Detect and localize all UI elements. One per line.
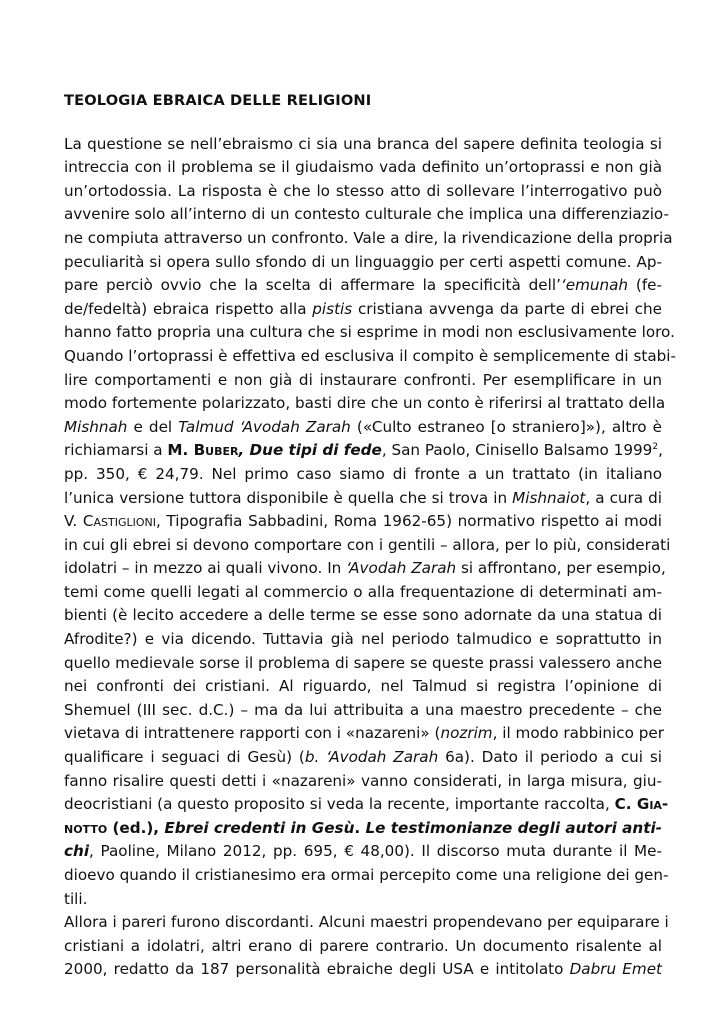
- text-run: pp. 350, € 24,79. Nel primo caso siamo di fronte a un trattato (in italiano: [64, 464, 662, 483]
- text-run: cristiana avvenga da parte di ebrei che: [352, 299, 662, 318]
- text-run: chi: [64, 842, 90, 861]
- text-line: [64, 439, 662, 463]
- text-line: [64, 958, 662, 982]
- text-run: Ebrei credenti in Gesù: [164, 818, 355, 837]
- text-line: [64, 487, 662, 511]
- text-run: notto: [64, 818, 108, 837]
- text-run: , a cura di: [585, 488, 662, 507]
- text-run: Allora i pareri furono discordanti. Alcuni maestri propendevano per equiparare i: [64, 913, 669, 932]
- text-run: lire comportamenti e non già di instaurare confronti. Per esemplificare in un: [64, 370, 662, 389]
- text-line: [64, 321, 675, 345]
- text-run: Afrodite?) e via dicendo. Tuttavia già nel periodo talmudico e soprattutto in: [64, 630, 662, 649]
- text-run: .: [354, 818, 366, 837]
- text-run: pare perciò ovvio che la scelta di affermare la specificità dell’: [64, 276, 561, 295]
- text-run: qualificare i seguaci di Gesù) (: [64, 748, 305, 767]
- text-line: [64, 298, 662, 322]
- text-line: [64, 840, 662, 864]
- text-run: Shemuel (III sec. d.C.) – ma da lui attribuita a una maestro precedente – che: [64, 700, 662, 719]
- text-run: , Due tipi di fede: [238, 441, 382, 460]
- text-run: modo fortemente polarizzato, basti dire che un conto è riferirsi al trattato della: [64, 394, 666, 413]
- text-run: C. G: [614, 795, 650, 814]
- text-run: (ed.),: [107, 818, 165, 837]
- text-run: Le testimonianze degli autori anti-: [365, 818, 662, 837]
- text-line: [64, 722, 662, 746]
- text-line: [64, 864, 669, 888]
- text-run: b. ‘Avodah Zarah: [304, 748, 439, 767]
- text-run: tili.: [64, 889, 88, 908]
- document-page: [64, 89, 676, 982]
- text-line: [64, 628, 662, 652]
- text-run: uber: [205, 441, 239, 460]
- text-run: Dabru Emet: [569, 960, 662, 979]
- text-run: bienti (è lecito accedere a delle terme se esse sono adornate da una statua di: [64, 606, 662, 625]
- text-run: ‘Avodah Zarah: [346, 559, 457, 578]
- text-run: richiamarsi a: [64, 441, 168, 460]
- text-run: idolatri – in mezzo ai quali vivono. In: [64, 559, 347, 578]
- text-run: temi come quelli legati al commercio o alla frequentazione di determinati am-: [64, 582, 662, 601]
- text-line: [64, 770, 662, 794]
- text-line: [64, 274, 662, 298]
- text-run: in cui gli ebrei si devono comportare con i gentili – allora, per lo più, considerati: [64, 535, 671, 554]
- text-run: La questione se nell’ebraismo ci sia una branca del sapere definita teologia si: [64, 134, 662, 153]
- text-run: pistis: [312, 299, 353, 318]
- text-run: ia-: [649, 795, 669, 814]
- text-run: cristiani a idolatri, altri erano di parere contrario. Un documento risalente al: [64, 936, 662, 955]
- text-run: un’ortodossia. La risposta è che lo stesso atto di sollevare l’interrogativo può: [64, 181, 662, 200]
- text-line: [64, 156, 662, 180]
- text-run: Mishnah: [64, 417, 128, 436]
- text-run: dioevo quando il cristianesimo era ormai percepito come una religione dei gen-: [64, 866, 669, 884]
- text-line: [64, 652, 662, 676]
- text-line: [64, 463, 662, 487]
- text-run: Quando l’ortoprassi è effettiva ed esclusiva il compito è semplicemente di stabi-: [64, 346, 676, 365]
- text-line: [64, 345, 676, 369]
- text-line: [64, 746, 662, 770]
- page-title: TEOLOGIA EBRAICA DELLE RELIGIONI: [64, 92, 372, 109]
- text-line: [64, 557, 666, 581]
- text-line: [64, 510, 662, 534]
- text-run: ne compiuta attraverso un confronto. Vale a dire, la rivendicazione della propria: [64, 228, 673, 247]
- text-line: [64, 793, 669, 817]
- text-run: peculiarità si opera sullo sfondo di un linguaggio per certi aspetti comune. Ap-: [64, 252, 662, 271]
- text-line: [64, 251, 662, 275]
- text-run: , Paoline, Milano 2012, pp. 695, € 48,00). Il discorso muta durante il Me-: [89, 842, 662, 861]
- text-run: («Culto estraneo [o straniero]»), altro è: [350, 417, 662, 436]
- text-run: nei confronti dei cristiani. Al riguardo, nel Talmud si registra l’opinione di: [64, 677, 662, 696]
- text-run: 6a). Dato il periodo a cui si: [438, 748, 663, 767]
- text-run: intreccia con il problema se il giudaismo vada definito un’ortoprassi e non già: [64, 158, 662, 177]
- text-run: deocristiani (a questo proposito si veda la recente, importante raccolta,: [64, 795, 615, 814]
- text-line: [64, 817, 662, 841]
- text-run: (fe-: [628, 276, 662, 295]
- text-run: 2: [652, 442, 659, 453]
- text-line: [64, 534, 671, 558]
- text-line: [64, 699, 662, 723]
- text-run: M. B: [167, 441, 206, 460]
- text-run: ,: [658, 441, 663, 460]
- text-line: [64, 133, 662, 157]
- text-run: Mishnaiot: [512, 488, 586, 507]
- text-run: ‘emunah: [560, 276, 629, 295]
- text-line: [64, 369, 662, 393]
- body-text: [64, 133, 676, 982]
- text-line: [64, 392, 666, 416]
- text-run: hanno fatto propria una cultura che si esprime in modi non esclusivamente loro.: [64, 323, 675, 342]
- text-run: 2000, redatto da 187 personalità ebraiche degli USA e intitolato: [64, 960, 570, 979]
- text-line: [64, 581, 662, 605]
- text-run: quello medievale sorse il problema di sapere se queste prassi valessero anche: [64, 653, 663, 672]
- text-line: [64, 935, 662, 959]
- text-run: astiglioni: [93, 512, 156, 531]
- text-run: , Tipografia Sabbadini, Roma 1962-65) normativo rispetto ai modi: [155, 512, 662, 531]
- text-run: avvenire solo all’interno di un contesto culturale che implica una differenziazio-: [64, 205, 669, 224]
- text-run: l’unica versione tuttora disponibile è quella che si trova in: [64, 488, 513, 507]
- text-run: , San Paolo, Cinisello Balsamo 1999: [381, 441, 653, 460]
- text-run: de/fedeltà) ebraica rispetto alla: [64, 299, 313, 318]
- text-run: V. C: [64, 512, 94, 531]
- text-run: , il modo rabbinico per: [492, 724, 664, 743]
- text-run: Talmud ‘Avodah Zarah: [178, 417, 351, 436]
- text-line: [64, 911, 669, 935]
- text-line: [64, 180, 662, 204]
- text-line: [64, 203, 669, 227]
- text-line: [64, 604, 662, 628]
- text-run: nozrim: [440, 724, 493, 743]
- text-line: [64, 227, 673, 251]
- text-line: [64, 416, 662, 440]
- text-run: vietava di intrattenere rapporti con i «nazareni» (: [64, 724, 441, 743]
- text-run: fanno risalire questi detti i «nazareni» vanno considerati, in larga misura, giu-: [64, 771, 662, 790]
- text-run: si affrontano, per esempio,: [456, 559, 666, 578]
- text-line: [64, 888, 662, 912]
- text-line: [64, 675, 662, 699]
- text-run: e del: [127, 417, 179, 436]
